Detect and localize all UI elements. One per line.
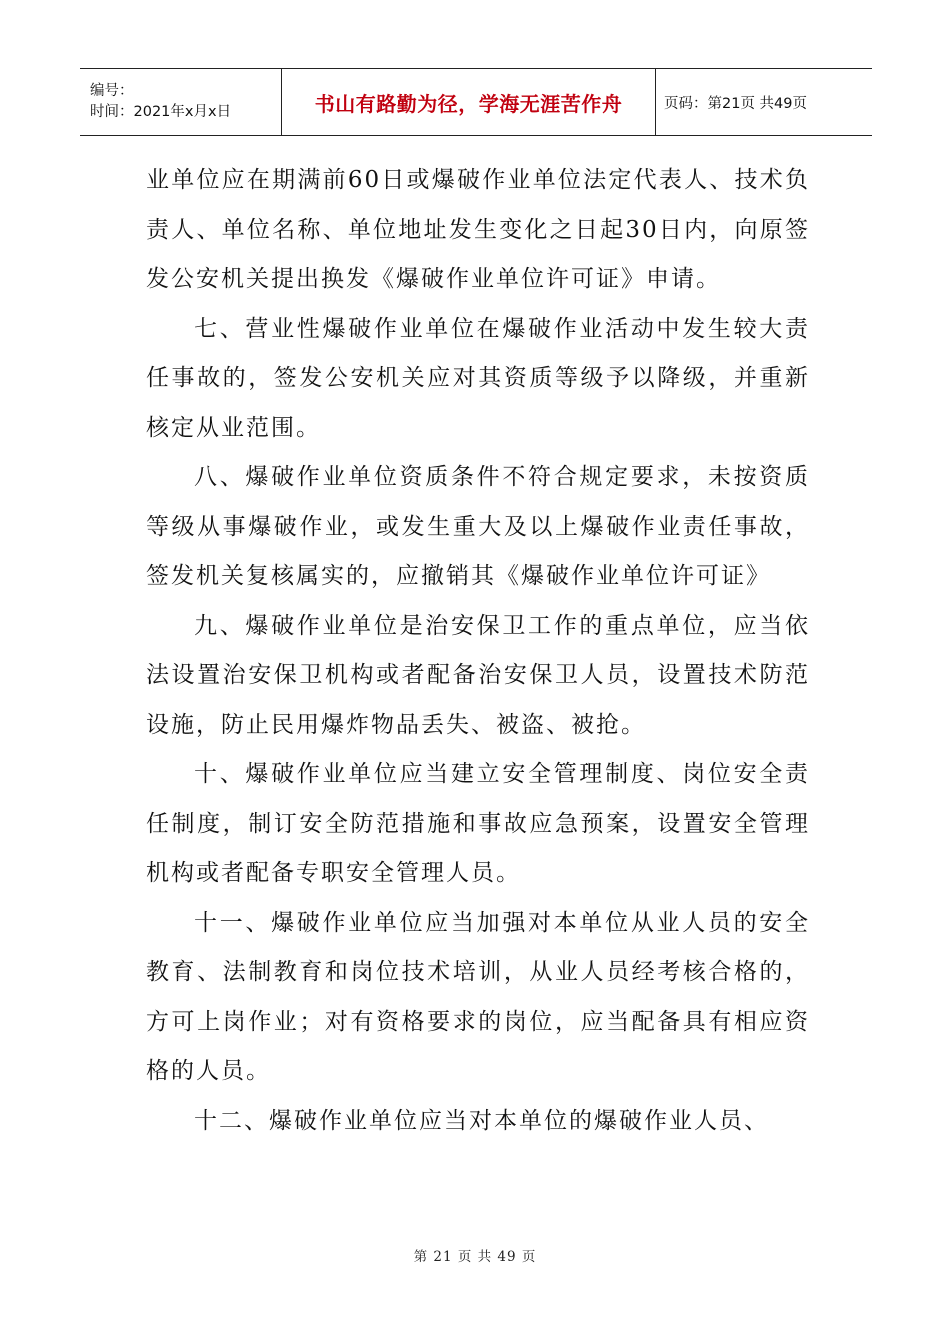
body-paragraph: 十、爆破作业单位应当建立安全管理制度、岗位安全责任制度，制订安全防范措施和事故应急预案，设置安全管理机构或者配备专职安全管理人员。: [146, 761, 810, 886]
header-page-number: 页码：第21页 共49页: [664, 95, 808, 112]
header-motto: 书山有路勤为径，学海无涯苦作舟: [314, 91, 623, 116]
document-body: [146, 156, 810, 1146]
body-paragraph-continued: 业单位应在期满前60日或爆破作业单位法定代表人、技术负责人、单位名称、单位地址发生变化之日起30日内，向原签发公安机关提出换发《爆破作业单位许可证》申请。: [146, 167, 810, 292]
body-paragraph: 八、爆破作业单位资质条件不符合规定要求，未按资质等级从事爆破作业，或发生重大及以上爆破作业责任事故，签发机关复核属实的，应撤销其《爆破作业单位许可证》: [146, 464, 810, 589]
page-footer: 第 21 页 共 49 页: [413, 1249, 537, 1265]
header-motto-cell: [282, 69, 656, 135]
body-paragraph: 七、营业性爆破作业单位在爆破作业活动中发生较大责任事故的，签发公安机关应对其资质等级予以降级，并重新核定从业范围。: [146, 315, 810, 441]
header-meta-cell: [80, 69, 282, 135]
body-paragraph: 十一、爆破作业单位应当加强对本单位从业人员的安全教育、法制教育和岗位技术培训，从业人员经考核合格的，方可上岗作业；对有资格要求的岗位，应当配备具有相应资格的人员。: [146, 909, 810, 1084]
body-paragraph: 十二、爆破作业单位应当对本单位的爆破作业人员、: [194, 1107, 769, 1134]
page-header: [80, 68, 872, 136]
document-number-label: 编号：: [90, 83, 134, 99]
document-time-label: 时间：2021年x月x日: [90, 104, 232, 120]
body-paragraph: 九、爆破作业单位是治安保卫工作的重点单位，应当依法设置治安保卫机构或者配备治安保卫人员，设置技术防范设施，防止民用爆炸物品丢失、被盗、被抢。: [146, 612, 810, 738]
header-page-cell: [656, 69, 872, 135]
